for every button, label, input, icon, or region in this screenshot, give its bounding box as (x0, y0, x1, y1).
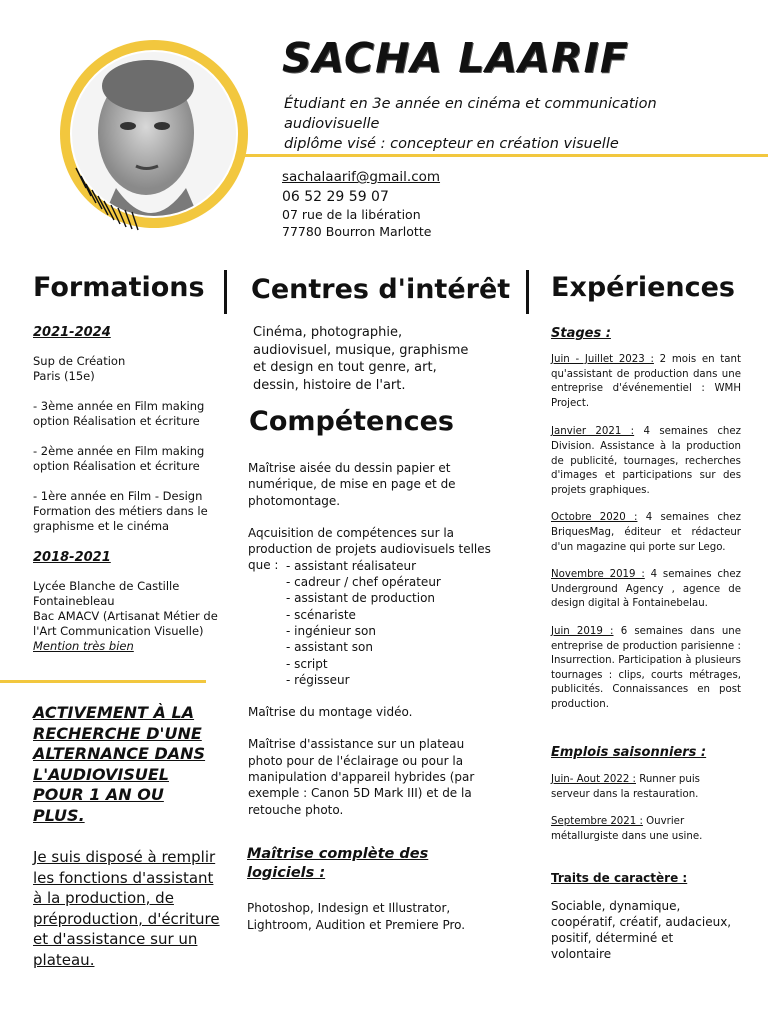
alternance-description: Je suis disposé à remplir les fonctions d'assistant à la production, de préproduction, d'écriture et d'assistance sur un plateau. (33, 848, 220, 969)
stage-text: 4 semaines chez Division. Assistance à la production de publicité, tournages, recherches d'images et participations sur des projets graphiques. (551, 426, 741, 496)
traits-text: Sociable, dynamique, coopératif, créatif, audacieux, positif, déterminé et volontaire (551, 899, 732, 961)
emploi-date: Juin- Aout 2022 : (551, 774, 636, 785)
email-link[interactable]: sachalaarif@gmail.com (282, 169, 441, 185)
stage-text: 2 mois en tant qu'assistant de production dans une entreprise d'événementiel : WMH Project. (551, 354, 741, 409)
formation-school-2: Lycée Blanche de Castille (33, 579, 180, 593)
experiences-title: Expériences (551, 272, 735, 303)
stage-date: Janvier 2021 : (551, 426, 635, 438)
role-item: - cadreur / chef opérateur (286, 575, 441, 590)
stage-text: 6 semaines dans une entreprise de production parisienne : Insurrection. Participation à plusieurs tournages : clips, courts métrages, publicités. Connaissances en post production. (551, 625, 741, 710)
role-item: - ingénieur son (286, 623, 376, 638)
role-item: - régisseur (286, 672, 350, 687)
interets-text: Cinéma, photographie, audiovisuel, musique, graphisme et design en tout genre, art, dessin, histoire de l'art. (253, 325, 469, 393)
section-separator (224, 270, 227, 314)
stage-date: Juin - Juillet 2023 : (551, 354, 654, 365)
traits-title: Traits de caractère : (551, 871, 688, 885)
experiences-section (551, 326, 741, 712)
emplois-title: Emplois saisonniers : (551, 745, 707, 760)
alternance-headline: ACTIVEMENT À LA RECHERCHE D'UNE ALTERNANCE DANS L'AUDIOVISUEL POUR 1 AN OU PLUS. (33, 703, 206, 825)
subtitle-line-1: Étudiant en 3e année en cinéma et communication audiovisuelle (284, 96, 657, 132)
emploi-item (551, 773, 741, 802)
stage-item (551, 353, 741, 411)
stage-item (551, 625, 741, 713)
stage-date: Octobre 2020 : (551, 512, 638, 524)
competence-paragraph: Maîtrise aisée du dessin papier et numérique, de mise en page et de photomontage. (248, 461, 456, 508)
formation-item: - 3ème année en Film making option Réalisation et écriture (33, 399, 205, 428)
competence-paragraph: Maîtrise du montage vidéo. (248, 705, 413, 720)
formation-period-2: 2018-2021 (33, 550, 111, 565)
competence-paragraph: Maîtrise d'assistance sur un plateau photo pour de l'éclairage ou pour la manipulation d'appareil hybrides (par exemple : Canon 5D Mark III) et de la retouche photo. (248, 737, 475, 817)
role-item: - scénariste (286, 607, 356, 622)
interets-title: Centres d'intérêt (251, 274, 511, 305)
formations-title: Formations (33, 272, 205, 303)
stage-date: Juin 2019 : (551, 625, 614, 637)
candidate-name: SACHA LAARIF (282, 34, 629, 82)
traits-section (551, 871, 741, 962)
emploi-text: Ouvrier métallurgiste dans une usine. (551, 816, 703, 842)
competences-title: Compétences (249, 406, 454, 437)
software-list: Photoshop, Indesign et Illustrator, Lightroom, Audition et Premiere Pro. (247, 901, 466, 932)
stage-item (551, 568, 741, 612)
formation-item: - 2ème année en Film making option Réalisation et écriture (33, 444, 205, 473)
address-line-1: 07 rue de la libération (282, 207, 421, 222)
formation-mention: Mention très bien (33, 639, 134, 653)
header-divider (240, 154, 768, 157)
emploi-text: Runner puis serveur dans la restauration. (551, 774, 700, 800)
phone-number: 06 52 29 59 07 (282, 189, 389, 205)
stage-item (551, 511, 741, 555)
role-item: - assistant réalisateur (286, 558, 417, 573)
competence-paragraph: Aqcuisition de compétences sur la production de projets audiovisuels telles que : (248, 525, 491, 573)
formation-city-2: Fontainebleau (33, 594, 115, 608)
formation-period-1: 2021-2024 (33, 325, 111, 340)
role-item: - assistant son (286, 640, 373, 655)
section-separator (526, 270, 529, 314)
roles-list (248, 558, 493, 688)
candidate-subtitle (284, 94, 754, 154)
formation-school-1: Sup de Création (33, 354, 126, 368)
role-item: - assistant de production (286, 591, 436, 606)
stage-text: 4 semaines chez BriquesMag, éditeur et rédacteur d'un magazine qui porte sur Lego. (551, 512, 741, 553)
formations-section (33, 325, 218, 654)
contact-block (282, 169, 440, 240)
role-item: - script (286, 656, 328, 671)
stage-item (551, 425, 741, 498)
stages-title: Stages : (551, 326, 611, 341)
formation-city-1: Paris (15e) (33, 369, 95, 383)
stage-date: Novembre 2019 : (551, 569, 645, 581)
emploi-date: Septembre 2021 : (551, 816, 643, 828)
address-line-2: 77780 Bourron Marlotte (282, 224, 432, 239)
profile-photo (56, 38, 252, 234)
emplois-section (551, 745, 741, 844)
formation-item: - 1ère année en Film - Design Formation des métiers dans le graphisme et le cinéma (33, 489, 208, 533)
stage-text: 4 semaines chez Underground Agency , agence de design digital à Fontainebelau. (551, 569, 741, 610)
subtitle-line-2: diplôme visé : concepteur en création visuelle (284, 136, 619, 152)
competences-section (248, 460, 493, 818)
emploi-item (551, 815, 741, 844)
software-title: Maîtrise complète des logiciels : (247, 846, 429, 881)
left-divider (0, 680, 206, 683)
formation-degree-2: Bac AMACV (Artisanat Métier de l'Art Communication Visuelle) (33, 609, 218, 638)
